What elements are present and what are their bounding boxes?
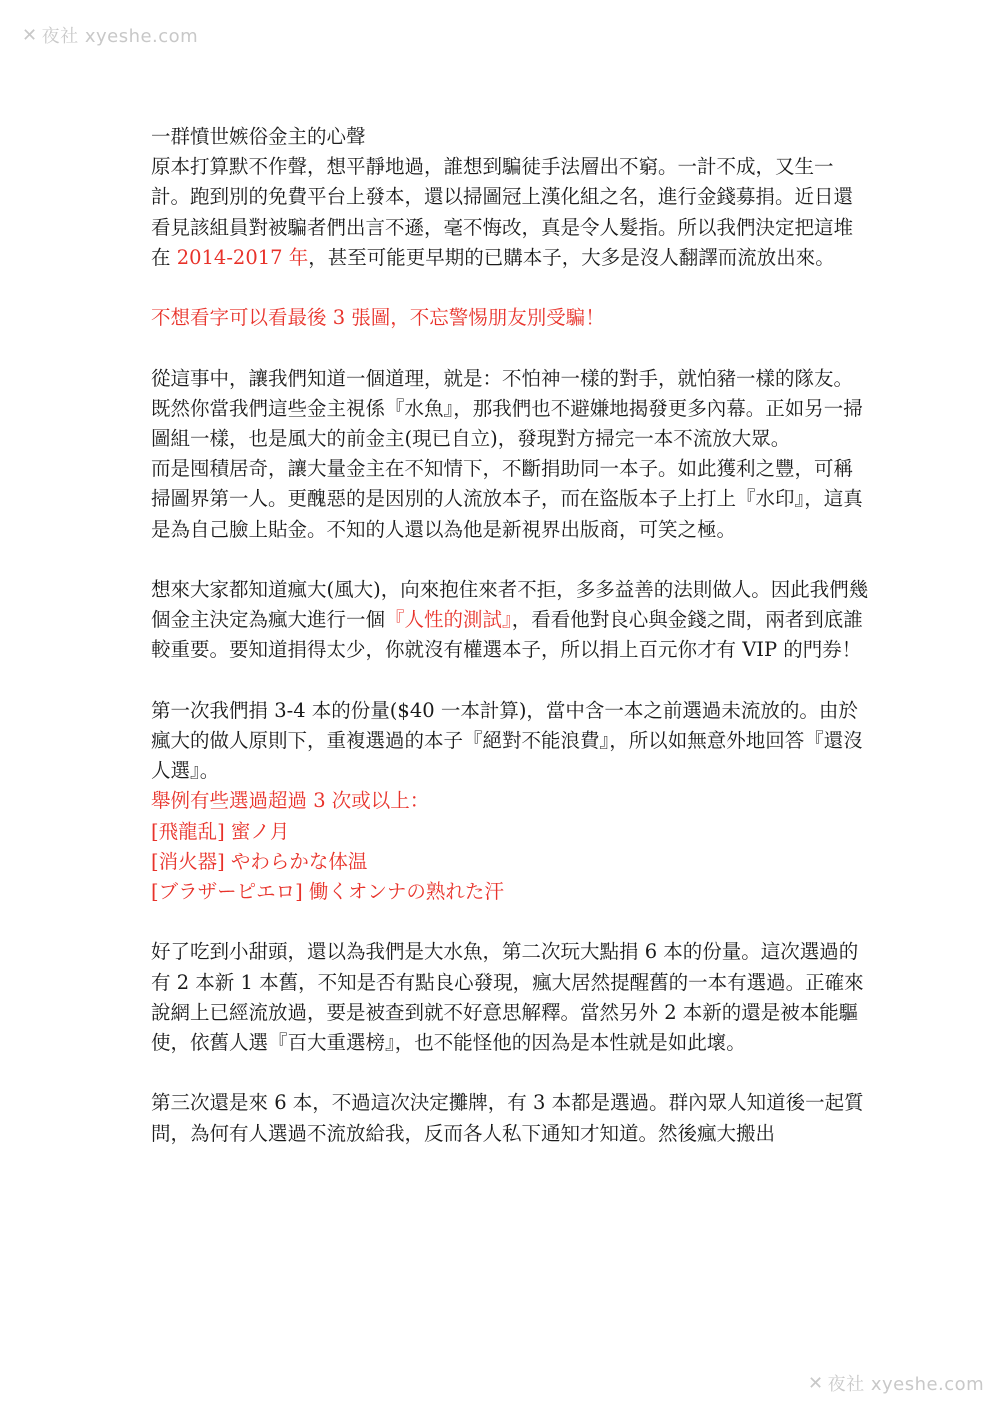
paragraph-intro [151,152,871,273]
watermark-text: 夜社 xyeshe.com [827,1374,985,1395]
paragraph-second-round: 好了吃到小甜頭，還以為我們是大水魚，第二次玩大點捐 6 本的份量。這次選過的有 2 本新 1 本舊，不知是否有點良心發現，瘋大居然提醒舊的一本有選過。正確來說網上已經流放過，要是被查到就不好意思解釋。當然另外 2 本新的還是被本能驅使，依舊人選『百大重選榜』，也不能怪他的因為是本性就是如此壞。 [151,940,864,1055]
example-item: [ブラザーピエロ] 働くオンナの熟れた汗 [151,880,504,904]
paragraph-third-round: 第三次還是來 6 本，不過這次決定攤牌，有 3 本都是選過。群內眾人知道後一起質問，為何有人選過不流放給我，反而各人私下通知才知道。然後瘋大搬出 [151,1091,864,1145]
watermark-top [22,22,198,48]
year-range-highlight: 2014-2017 年 [176,245,309,269]
intro-text: 原本打算默不作聲，想平靜地過，誰想到騙徒手法層出不窮。一計不成，又生一計。跑到別的免費平台上發本，還以掃圖冠上漢化組之名，進行金錢募捐。近日還看見該組員對被騙者們出言不遜，毫不悔改，真是令人髮指。所以我們決定把這堆在 [151,155,854,269]
human-test-highlight: 『人性的測試』 [385,608,512,632]
test-text: 想來大家都知道瘋大(風大)，向來抱住來者不拒，多多益善的法則做人。因此我們幾個金主決定為瘋大進行一個 [151,578,869,632]
example-item: [飛龍乱] 蜜ノ月 [151,819,290,843]
watermark-text: 夜社 xyeshe.com [41,26,199,47]
example-item: [消火器] やわらかな体温 [151,849,368,873]
x-logo-icon: ✕ [22,24,38,46]
x-logo-icon: ✕ [808,1372,824,1394]
watermark-bottom [808,1370,984,1396]
document-title: 一群憤世嫉俗金主的心聲 [151,125,366,148]
intro-text-end: ，甚至可能更早期的已購本子，大多是沒人翻譯而流放出來。 [308,245,835,269]
paragraph-test [151,575,871,666]
document-body [151,122,871,1149]
test-text-end: ，看看他對良心與金錢之間，兩者到底誰較重要。要知道捐得太少，你就沒有權選本子，所以捐上百元你才有 VIP 的門券！ [151,608,863,662]
paragraph-first-round: 第一次我們捐 3-4 本的份量($40 一本計算)，當中含一本之前選過未流放的。由於瘋大的做人原則下，重複選過的本子『絕對不能浪費』，所以如無意外地回答『還沒人選』。 [151,698,863,783]
paragraph-lesson: 從這事中，讓我們知道一個道理，就是：不怕神一樣的對手，就怕豬一樣的隊友。既然你當我們這些金主視係『水魚』，那我們也不避嫌地揭發更多內幕。正如另一掃圖組一樣，也是風大的前金主(現已自立)，發現對方掃完一本不流放大眾。 [151,366,863,450]
notice-line: 不想看字可以看最後 3 張圖，不忘警惕朋友別受騙！ [151,306,605,330]
paragraph-hoarding: 而是囤積居奇，讓大量金主在不知情下，不斷捐助同一本子。如此獲利之豐，可稱掃圖界第一人。更醜惡的是因別的人流放本子，而在盜版本子上打上『水印』，這真是為自己臉上貼金。不知的人還以為他是新視界出版商，可笑之極。 [151,457,863,541]
examples-heading: 舉例有些選過超過 3 次或以上： [151,789,430,813]
